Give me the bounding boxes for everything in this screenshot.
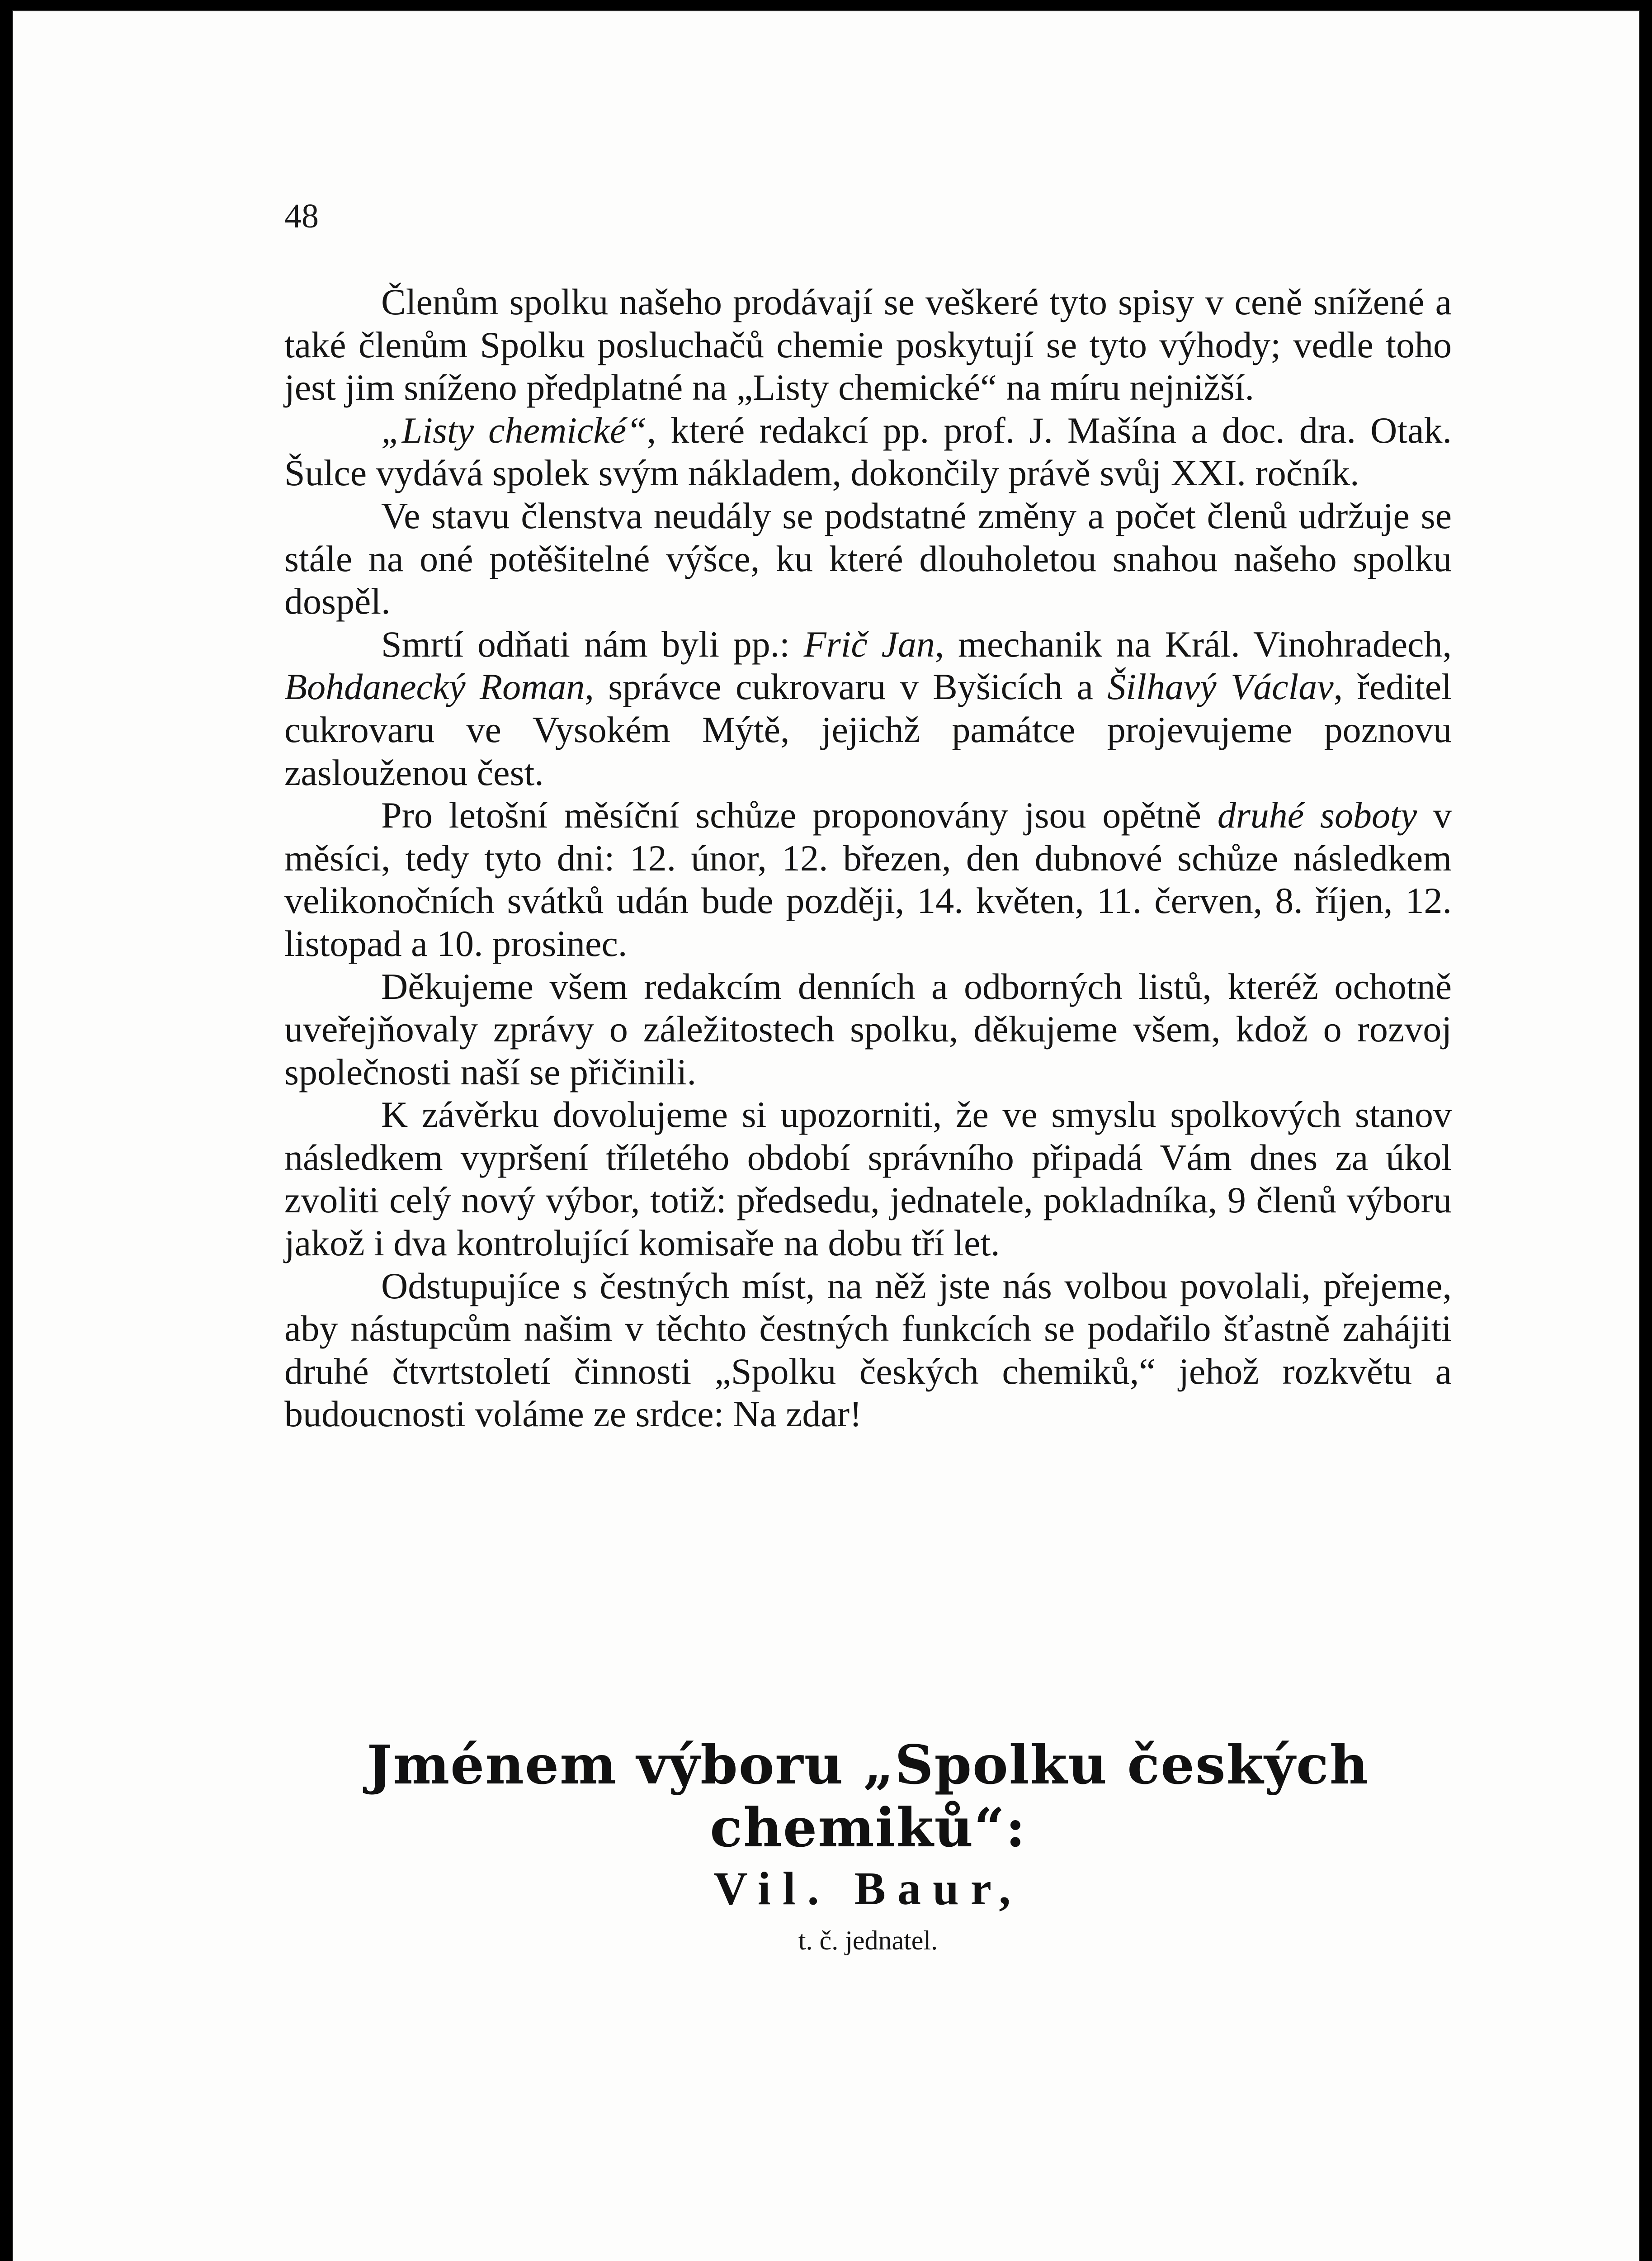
text-run: , správce cukrovaru v Byšicích a: [585, 666, 1108, 708]
italic-run: Bohdanecký Roman: [284, 666, 585, 708]
text-run: K závěrku dovolujeme si upozorniti, že ve smyslu spolkových stanov následkem vypršení tříletého období správního připadá Vám dnes za úkol zvoliti celý nový výbor, totiž: předsedu, jednatele, pokladníka, 9 členů výboru jakož i dva kontrolující komisaře na dobu tří let.: [284, 1094, 1452, 1264]
signoff-heading: Jménem výboru „Spolku českých chemiků“:: [367, 1733, 1369, 1859]
signer-role: t. č. jednatel.: [798, 1925, 938, 1955]
paragraph: [284, 1093, 1452, 1264]
paragraph: [284, 1265, 1452, 1436]
body-text: [284, 281, 1452, 1436]
text-run: , ředitel cukrovaru ve Vysokém Mýtě, jejichž památce projevujeme poznovu zaslouženou čest.: [284, 666, 1452, 793]
signer-name: Vil. Baur,: [713, 1863, 1023, 1915]
text-run: Smrtí odňati nám byli pp.:: [381, 623, 804, 665]
page-number: 48: [284, 197, 319, 235]
text-run: Členům spolku našeho prodávají se veškeré tyto spisy v ceně snížené a také členům Spolku posluchačů chemie poskytují se tyto výhody; vedle toho jest jim sníženo předplatné na „Listy chemické“ na míru nejnižší.: [284, 281, 1452, 408]
paragraph: [284, 409, 1452, 495]
text-run: Ve stavu členstva neudály se podstatné změny a počet členů udržuje se stále na oné potěšitelné výšce, ku které dlouholetou snahou našeho spolku dospěl.: [284, 495, 1452, 622]
paragraph: [284, 623, 1452, 794]
paragraph: [284, 965, 1452, 1094]
paragraph: [284, 281, 1452, 409]
text-run: Děkujeme všem redakcím denních a odborných listů, kteréž ochotně uveřejňovaly zprávy o záležitostech spolku, děkujeme všem, kdož o rozvoj společnosti naší se přičinili.: [284, 965, 1452, 1093]
text-run: Pro letošní měsíční schůze proponovány jsou opětně: [381, 795, 1218, 836]
italic-run: druhé soboty: [1217, 795, 1417, 836]
text-run: , mechanik na Král. Vinohradech,: [935, 623, 1452, 665]
italic-run: Šilhavý Václav: [1107, 666, 1334, 708]
paragraph: [284, 794, 1452, 965]
italic-run: Frič Jan: [803, 623, 935, 665]
text-run: v měsíci, tedy tyto dni: 12. únor, 12. březen, den dubnové schůze následkem velikonočních svátků udán bude později, 14. květen, 11. červen, 8. říjen, 12. listopad a 10. prosinec.: [284, 795, 1452, 964]
page: [12, 10, 1640, 2261]
italic-run: „Listy chemické“: [381, 409, 647, 451]
text-run: Odstupujíce s čestných míst, na něž jste nás volbou povolali, přejeme, aby nástupcům našim v těchto čestných funkcích se podařilo šťastně zahájiti druhé čtvrtstoletí činnosti „Spolku českých chemiků,“ jehož rozkvětu a budoucnosti voláme ze srdce: Na zdar!: [284, 1265, 1452, 1435]
text-run: , které redakcí pp. prof. J. Mašína a doc. dra. Otak. Šulce vydává spolek svým nákladem, dokončily právě svůj XXI. ročník.: [284, 409, 1452, 494]
paragraph: [284, 495, 1452, 623]
